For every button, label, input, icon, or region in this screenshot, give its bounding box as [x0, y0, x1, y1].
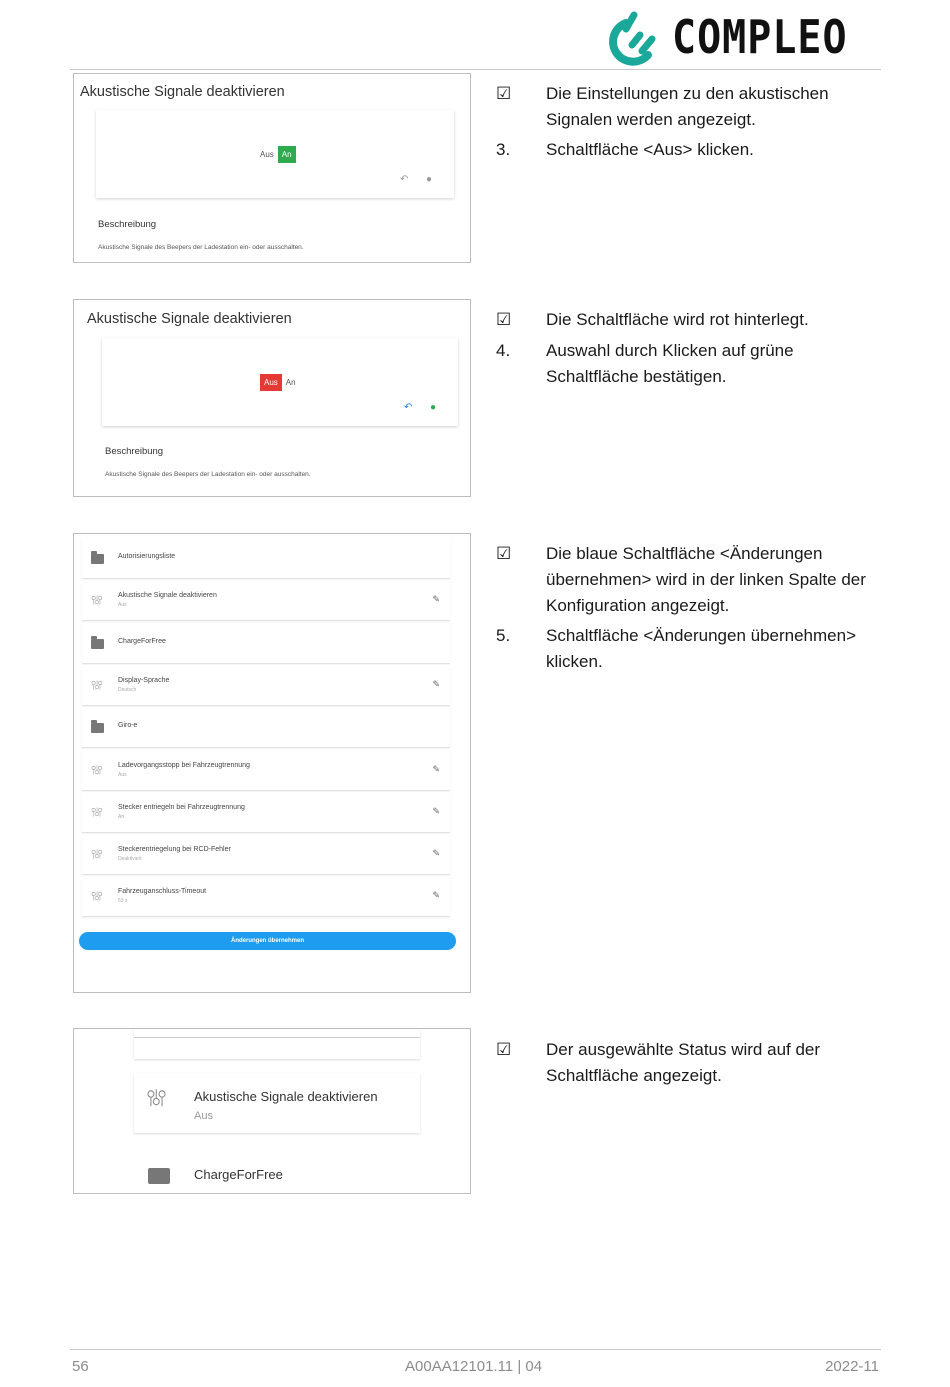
folder-label: ChargeForFree	[194, 1167, 283, 1182]
edit-icon[interactable]: ✎	[432, 848, 440, 859]
page-number: 56	[72, 1358, 89, 1375]
row-label: Ladevorgangsstopp bei Fahrzeugtrennung	[118, 761, 250, 769]
compleo-plug-icon	[604, 9, 666, 67]
row-label: ChargeForFree	[118, 637, 166, 645]
check-icon: ☑	[496, 310, 512, 329]
row-label: Giro-e	[118, 722, 138, 730]
dialog-title: Akustische Signale deaktivieren	[80, 84, 285, 100]
check-icon: ☑	[496, 1040, 512, 1059]
row-label: Steckerentriegelung bei RCD-Fehler	[118, 846, 231, 854]
toggle-off-option[interactable]: Aus	[260, 374, 282, 391]
step-text: Schaltfläche <Aus> klicken.	[546, 140, 754, 159]
footer-rule	[70, 1349, 881, 1350]
sliders-icon: ⫯⫰⫯	[146, 1085, 163, 1110]
toggle-on-option[interactable]: An	[278, 146, 296, 163]
screenshot-signals-aus-selected	[73, 299, 471, 497]
row-value: Aus	[118, 771, 127, 778]
list-row[interactable]	[82, 834, 450, 875]
row-label: Akustische Signale deaktivieren	[118, 592, 217, 600]
sliders-icon: ⫯⫰⫯	[91, 762, 101, 777]
step-text: Auswahl durch Klicken auf grüne Schaltfläche bestätigen.	[546, 341, 794, 386]
document-id: A00AA12101.11 | 04	[405, 1358, 543, 1375]
list-row[interactable]	[82, 623, 450, 664]
aus-an-toggle	[260, 374, 300, 391]
row-label: Autorisierungsliste	[118, 553, 176, 560]
step-number: 5.	[496, 626, 511, 645]
row-value: Deaktiviert	[118, 856, 142, 863]
list-row-previous	[134, 1029, 420, 1059]
undo-icon[interactable]: ↶	[404, 402, 413, 413]
edit-icon[interactable]: ✎	[432, 763, 440, 774]
row-value: 53 s	[118, 898, 128, 905]
edit-icon[interactable]: ✎	[432, 594, 440, 605]
step-number: 4.	[496, 341, 511, 360]
setting-label: Akustische Signale deaktivieren	[194, 1089, 378, 1104]
folder-icon	[91, 554, 104, 564]
sliders-icon: ⫯⫰⫯	[91, 593, 101, 608]
header-rule	[70, 69, 881, 70]
list-row[interactable]	[82, 876, 450, 917]
step-text: Die Einstellungen zu den akustischen Signalen werden angezeigt.	[546, 84, 829, 129]
setting-value: Aus	[194, 1110, 213, 1122]
description-text: Akustische Signale des Beepers der Ladestation ein- oder ausschalten.	[105, 471, 311, 478]
list-row[interactable]	[82, 538, 450, 579]
toggle-on-option[interactable]: An	[285, 378, 296, 387]
sliders-icon: ⫯⫰⫯	[91, 847, 101, 862]
list-row[interactable]	[82, 792, 450, 833]
row-label: Stecker entriegeln bei Fahrzeugtrennung	[118, 803, 245, 811]
screenshot-signals-default	[73, 73, 471, 263]
row-value: An	[118, 813, 125, 820]
edit-icon[interactable]: ✎	[432, 678, 440, 689]
aus-an-toggle	[256, 146, 296, 163]
step-text: Der ausgewählte Status wird auf der Schaltfläche angezeigt.	[546, 1040, 821, 1085]
settings-card	[96, 110, 454, 198]
brand-logo	[604, 8, 870, 68]
step-text: Die blaue Schaltfläche <Änderungen übernehmen> wird in der linken Spalte der Konfiguration angezeigt.	[546, 544, 866, 615]
check-icon: ☑	[496, 84, 512, 103]
list-row-setting[interactable]	[134, 1073, 420, 1133]
list-row[interactable]	[82, 580, 450, 621]
list-row-folder[interactable]	[134, 1151, 420, 1194]
check-icon: ☑	[496, 544, 512, 563]
folder-icon	[91, 639, 104, 649]
description-text: Akustische Signale des Beepers der Ladestation ein- oder ausschalten.	[98, 244, 304, 251]
row-value: Deutsch	[118, 686, 137, 693]
edit-icon[interactable]: ✎	[432, 890, 440, 901]
confirm-icon[interactable]: ●	[430, 402, 437, 413]
list-row[interactable]	[82, 707, 450, 748]
toggle-off-option[interactable]: Aus	[260, 150, 274, 159]
step-text: Die Schaltfläche wird rot hinterlegt.	[546, 310, 809, 329]
edit-icon[interactable]: ✎	[432, 805, 440, 816]
confirm-icon[interactable]: ●	[426, 174, 433, 185]
settings-card	[102, 338, 458, 426]
row-label: Fahrzeuganschluss-Timeout	[118, 888, 207, 896]
folder-icon	[148, 1168, 170, 1184]
brand-wordmark: COMPLEO	[672, 11, 848, 65]
screenshot-status-result	[73, 1028, 471, 1194]
dialog-title: Akustische Signale deaktivieren	[87, 311, 292, 327]
sliders-icon: ⫯⫰⫯	[91, 889, 101, 904]
sliders-icon: ⫯⫰⫯	[91, 804, 101, 819]
list-row[interactable]	[82, 665, 450, 706]
list-row[interactable]	[82, 750, 450, 791]
folder-icon	[91, 723, 104, 733]
description-heading: Beschreibung	[105, 446, 164, 457]
undo-icon[interactable]: ↶	[400, 174, 409, 185]
description-heading: Beschreibung	[98, 219, 157, 230]
document-date: 2022-11	[825, 1358, 879, 1375]
sliders-icon: ⫯⫰⫯	[91, 677, 101, 692]
row-label: Display-Sprache	[118, 676, 170, 684]
apply-changes-button[interactable]: Änderungen übernehmen	[79, 932, 456, 950]
step-number: 3.	[496, 140, 511, 159]
row-value: Aus	[118, 602, 127, 609]
step-text: Schaltfläche <Änderungen übernehmen> klicken.	[546, 626, 857, 671]
